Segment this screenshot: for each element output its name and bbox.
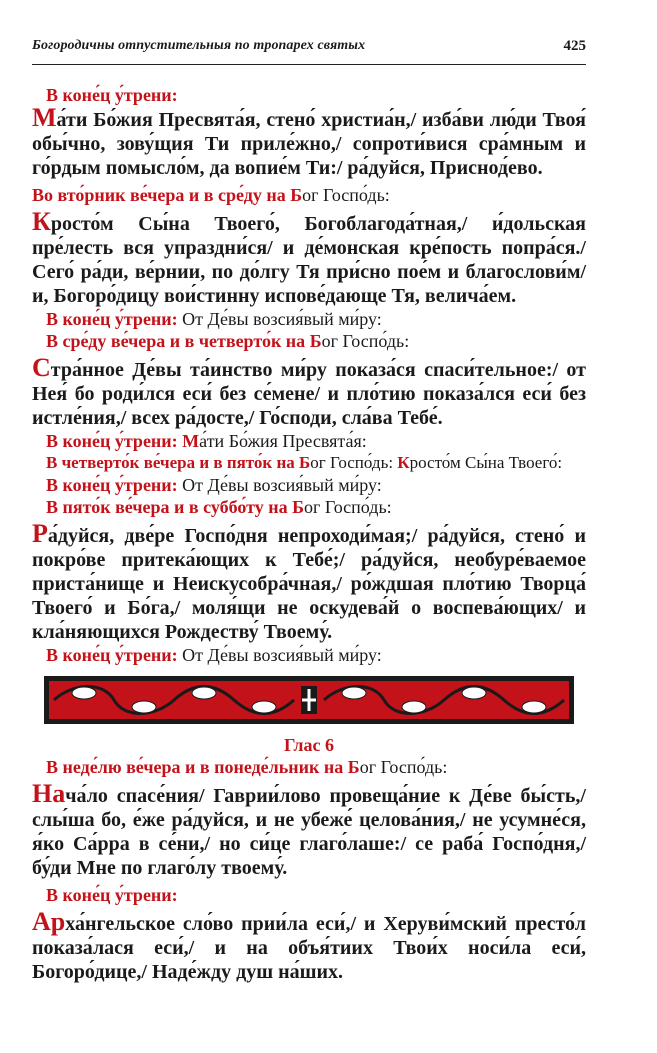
theotokion-4-text: а́дуйся, две́ре Госпо́дня непроходи́мая;/ ра́дуйся, стено́ и покро́ве притека́ющих к Тебе́;/ ра́дуйся, необуре́ваемое приста́нище и Неискусобра́чная,/ ро́ждшая пло́тию Творца́ Твоего́ и Бо́га,/ моля́щи не оскудева́й о воспева́ющих/ и кла́няющихся Рождеству́ Твоему́. (32, 525, 586, 643)
rubric-end-matins-2 (32, 308, 586, 330)
rubric-initial: Б (309, 331, 322, 351)
ornamental-band (44, 676, 574, 724)
rubric-black: ог Госпо́дь: (304, 497, 392, 517)
rubric-initial-2: К (397, 453, 410, 472)
rubric-initial: Б (299, 453, 311, 472)
rubric-black: ог Госпо́дь: (310, 453, 398, 472)
rubric-black: От Де́вы возсия́вый ми́ру: (182, 475, 382, 495)
running-header (32, 30, 586, 65)
theotokion-2 (32, 207, 586, 308)
tone-heading: Глас 6 (283, 735, 334, 755)
rubric-black: От Де́вы возсия́вый ми́ру: (182, 645, 382, 665)
rubric-black: От Де́вы возсия́вый ми́ру: (182, 309, 382, 329)
theotokion-6 (32, 907, 586, 984)
rubric-friday (32, 496, 586, 518)
rubric-black: ог Госпо́дь: (321, 331, 410, 351)
rubric-initial: Б (292, 497, 305, 517)
rubric-initial: М (182, 431, 200, 451)
rubric-black-2: росто́м Сы́на Твоего́: (409, 453, 563, 472)
drop-initial: К (32, 207, 51, 236)
rubric-tuesday-red: Во вто́рник ве́чера и в сре́ду на (32, 185, 291, 205)
theotokion-5 (32, 779, 586, 880)
theotokion-1-text: а́ти Бо́жия Пресвята́я, стено́ христиа́н,/ изба́ви лю́ди Твоя́ обы́чно, зову́щия Ти приле́жно,/ сопроти́вися сра́мным и го́рдым помысло́м, да вопие́м Ти:/ ра́дуйся, Приснод́ево. (32, 109, 586, 179)
rubric-red: В коне́ц у́трени: (46, 431, 183, 451)
drop-initial: М (32, 103, 57, 132)
rubric-red: В коне́ц у́трени: (46, 309, 183, 329)
rubric-end-matins-5 (32, 644, 586, 666)
rubric-wednesday (32, 330, 586, 352)
rubric-end-matins-3 (32, 430, 586, 452)
rubric-red: В коне́ц у́трени: (46, 645, 183, 665)
rubric-black: ог Госпо́дь: (359, 757, 448, 777)
rubric-initial: Б (347, 757, 360, 777)
theotokion-1 (32, 103, 586, 180)
theotokion-6-text: ха́нгельское сло́во прии́ла еси́,/ и Херуви́мский престо́л показа́лася еси́,/ и на объя́тиих Твои́х носи́ла еси́, Богоро́дице,/ Наде́жду душ на́ших. (32, 913, 586, 983)
drop-initial: Ар (32, 907, 66, 936)
theotokion-4 (32, 519, 586, 644)
rubric-red: В неде́лю ве́чера и в понеде́льник на (46, 757, 348, 777)
rubric-thursday (32, 452, 586, 474)
rubric-red: В четверто́к ве́чера и в пято́к на (46, 453, 300, 472)
rubric-black: а́ти Бо́жия Пресвята́я: (199, 431, 367, 451)
rubric-end-matins-6: В коне́ц у́трени: (46, 885, 178, 905)
theotokion-3 (32, 353, 586, 430)
rubric-red: В сре́ду ве́чера и в четверто́к на (46, 331, 310, 351)
rubric-red: В пято́к ве́чера и в суббо́ту на (46, 497, 293, 517)
rubric-tuesday (32, 184, 586, 206)
rubric-red: В коне́ц у́трени: (46, 475, 183, 495)
rubric-tuesday-black: ог Госпо́дь: (302, 185, 390, 205)
theotokion-3-text: тра́нное Де́вы та́инство ми́ру показа́ся спаси́тельное:/ от Нея́ бо роди́лся еси́ без се́мене/ и пло́тию показа́лся еси́ без истле́ния,/ всех ра́досте,/ Го́споди, сла́ва Тебе́. (32, 359, 586, 429)
rubric-end-matins-1: В коне́ц у́трени: (46, 85, 178, 105)
drop-initial: С (32, 353, 51, 382)
theotokion-5-text: ча́ло спасе́ния/ Гаврии́лово провеща́ние к Де́ве бы́сть,/ слы́ша бо, е́же ра́дуйся, и не убеже́ целова́ния,/ не усумне́ся, я́ко Са́рра в се́ни,/ но си́це глаго́лаше:/ се раба́ Госпо́дня,/ бу́ди Мне по глаго́лу твоему́. (32, 785, 586, 879)
drop-initial: На (32, 779, 66, 808)
rubric-sunday (32, 756, 586, 778)
drop-initial: Р (32, 519, 48, 548)
running-title: Богородичны отпустительныя по тропарех святых (32, 38, 366, 53)
rubric-tuesday-initial: Б (290, 185, 303, 205)
rubric-end-matins-4 (32, 474, 586, 496)
page-body (32, 74, 586, 984)
ornament-cross-icon (301, 686, 317, 714)
theotokion-2-text: росто́м Сы́на Твоего́, Богоблагода́тная,/ и́дольская пре́лесть вся упраздни́ся/ и де́монская кре́пость попра́ся./ Сего́ ра́ди, ве́рнии, по до́лгу Тя при́сно пое́м и благослови́м/ и, Богоро́дицу вои́стинну испове́дающе Тя, велича́ем. (32, 213, 586, 307)
page-number: 425 (563, 38, 586, 54)
